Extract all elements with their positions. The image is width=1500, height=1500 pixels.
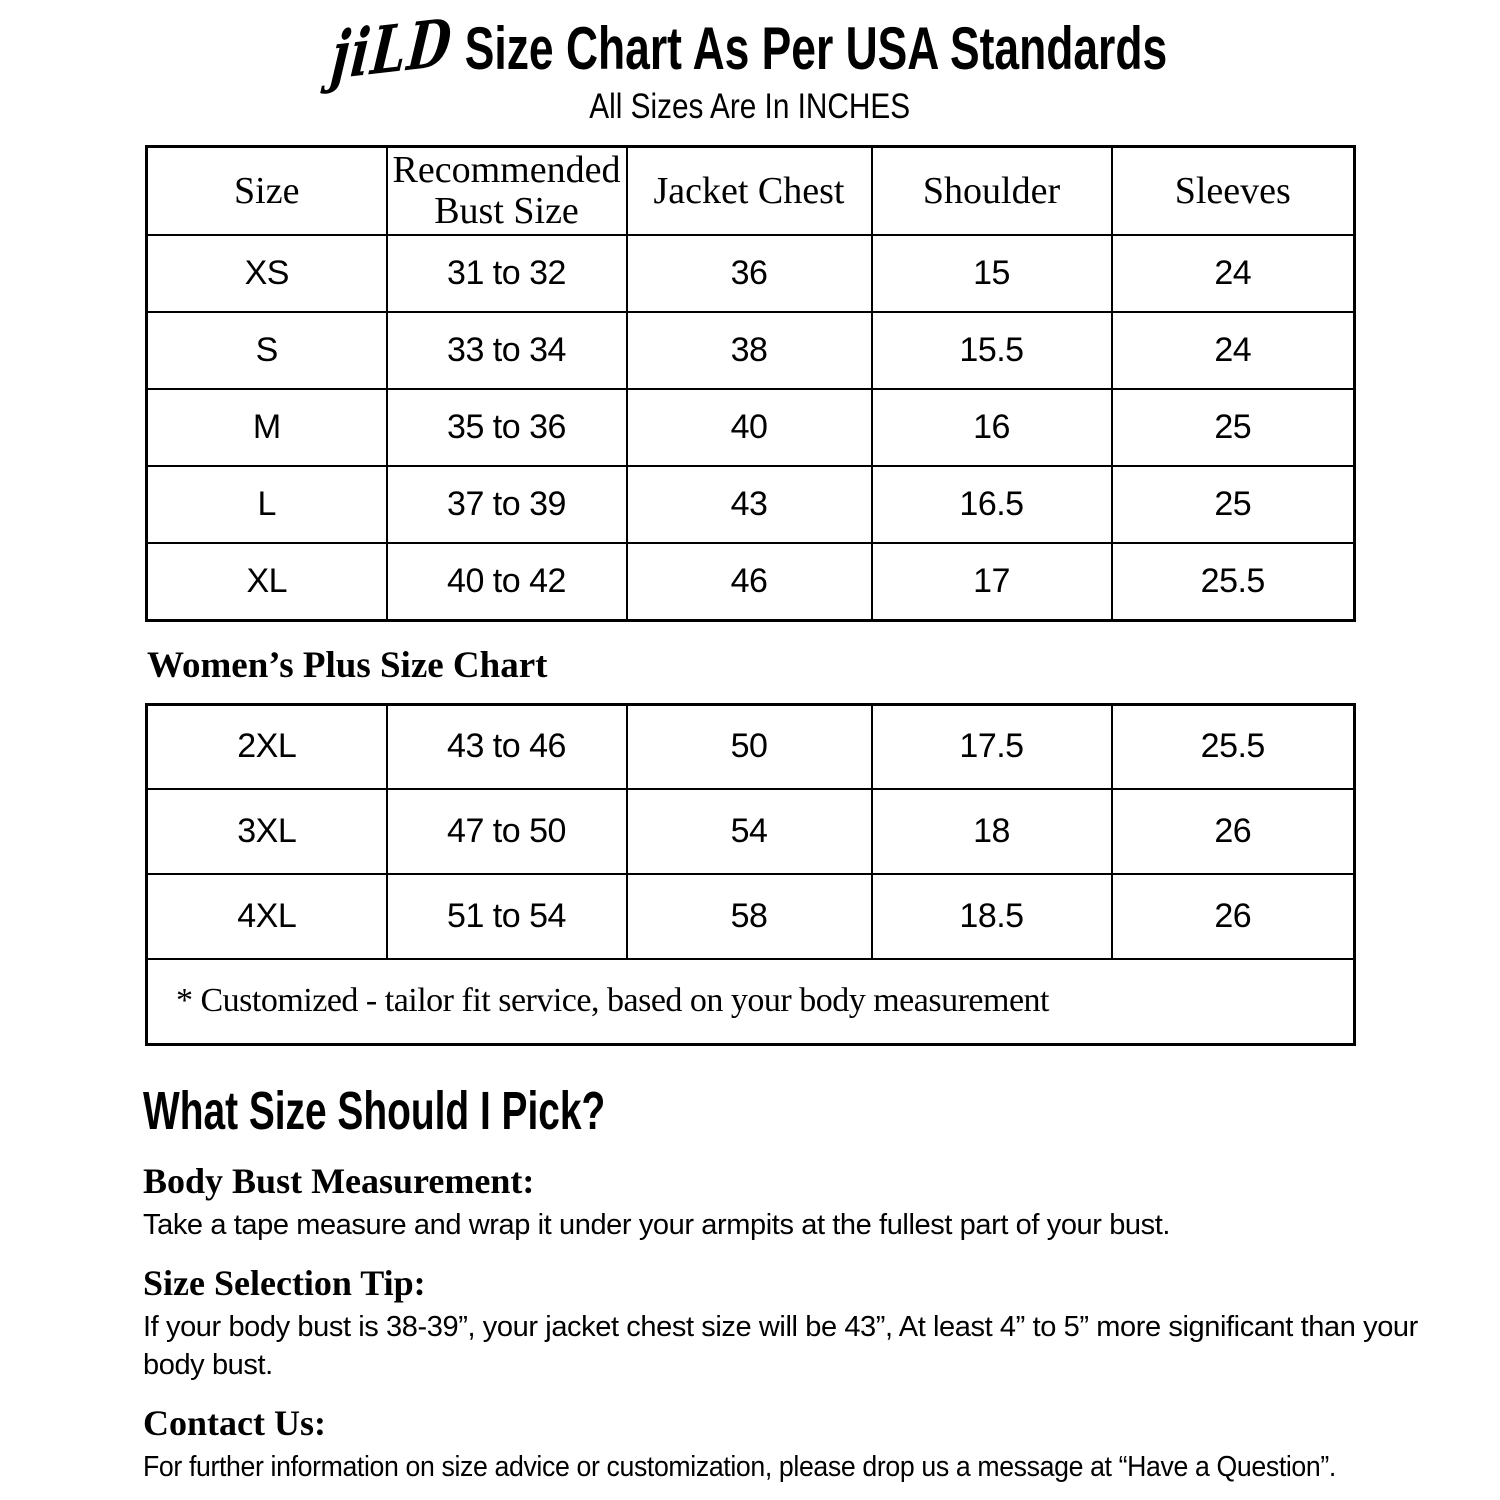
column-header-shoulder: Shoulder [872, 147, 1112, 236]
column-header-bust: Recommended Bust Size [387, 147, 627, 236]
section-title-bust: Body Bust Measurement: [143, 1160, 535, 1201]
table-cell: 40 [627, 389, 872, 466]
table-cell: 47 to 50 [387, 789, 627, 874]
subtitle-wrap [0, 87, 1500, 127]
table-cell: 43 to 46 [387, 704, 627, 789]
contact-text: For further information on size advice or customization, please drop us a message at “Have a Question”. [143, 1451, 1336, 1484]
guide-section-bust [143, 1160, 1430, 1244]
page-subtitle: All Sizes Are In INCHES [589, 87, 911, 126]
table-cell: 26 [1112, 789, 1355, 874]
table-cell: 50 [627, 704, 872, 789]
table-cell: 43 [627, 466, 872, 543]
table-cell: 17.5 [872, 704, 1112, 789]
table-cell: S [147, 312, 387, 389]
table-cell: 15 [872, 235, 1112, 312]
table-cell: 38 [627, 312, 872, 389]
table-cell: 18 [872, 789, 1112, 874]
table-row [147, 466, 1355, 543]
section-text-contact [143, 1448, 1430, 1486]
customized-note: * Customized - tailor fit service, based on your body measurement [147, 959, 1355, 1044]
guide-section-tip [143, 1262, 1430, 1385]
guide-section-contact [143, 1402, 1430, 1486]
table-cell: 3XL [147, 789, 387, 874]
table-cell: 25.5 [1112, 543, 1355, 620]
brand-logo: jiLD [328, 2, 457, 95]
table-cell: 4XL [147, 874, 387, 959]
table-cell: 58 [627, 874, 872, 959]
page-title: Size Chart As Per USA Standards [464, 15, 1168, 82]
table-row [147, 235, 1355, 312]
table-cell: 18.5 [872, 874, 1112, 959]
table-cell: 2XL [147, 704, 387, 789]
table-cell: XL [147, 543, 387, 620]
table-cell: 31 to 32 [387, 235, 627, 312]
plus-size-chart-table [145, 703, 1356, 1046]
size-chart-body [147, 235, 1355, 620]
column-header-size: Size [147, 147, 387, 236]
size-chart-header-row [147, 147, 1355, 236]
table-cell: 46 [627, 543, 872, 620]
table-cell: 25 [1112, 389, 1355, 466]
plus-size-chart-note-row [147, 959, 1355, 1044]
header-title-group [328, 2, 1168, 95]
column-header-sleeves: Sleeves [1112, 147, 1355, 236]
table-cell: L [147, 466, 387, 543]
table-cell: 54 [627, 789, 872, 874]
table-cell: M [147, 389, 387, 466]
size-guide [143, 1080, 1430, 1487]
section-title-tip: Size Selection Tip: [143, 1262, 426, 1303]
table-cell: 16 [872, 389, 1112, 466]
column-header-chest: Jacket Chest [627, 147, 872, 236]
table-row [147, 543, 1355, 620]
table-cell: 33 to 34 [387, 312, 627, 389]
table-row [147, 704, 1355, 789]
table-cell: 24 [1112, 235, 1355, 312]
plus-size-chart-body [147, 704, 1355, 959]
table-row [147, 874, 1355, 959]
section-text-bust: Take a tape measure and wrap it under your armpits at the fullest part of your bust. [143, 1208, 1171, 1241]
table-cell: 17 [872, 543, 1112, 620]
table-cell: 37 to 39 [387, 466, 627, 543]
size-chart-table [145, 145, 1356, 622]
table-row [147, 312, 1355, 389]
table-row [147, 389, 1355, 466]
plus-size-chart-heading: Women’s Plus Size Chart [147, 644, 548, 686]
table-cell: XS [147, 235, 387, 312]
section-text-tip: If your body bust is 38-39”, your jacket chest size will be 43”, At least 4” to 5” more significant than your body bust. [143, 1310, 1418, 1382]
table-cell: 15.5 [872, 312, 1112, 389]
table-cell: 24 [1112, 312, 1355, 389]
table-row [147, 789, 1355, 874]
table-cell: 16.5 [872, 466, 1112, 543]
guide-heading: What Size Should I Pick? [143, 1080, 606, 1141]
section-title-contact: Contact Us: [143, 1403, 326, 1444]
table-cell: 35 to 36 [387, 389, 627, 466]
table-cell: 25.5 [1112, 704, 1355, 789]
table-cell: 26 [1112, 874, 1355, 959]
table-cell: 36 [627, 235, 872, 312]
table-cell: 40 to 42 [387, 543, 627, 620]
page-header [0, 2, 1500, 95]
table-cell: 25 [1112, 466, 1355, 543]
table-cell: 51 to 54 [387, 874, 627, 959]
